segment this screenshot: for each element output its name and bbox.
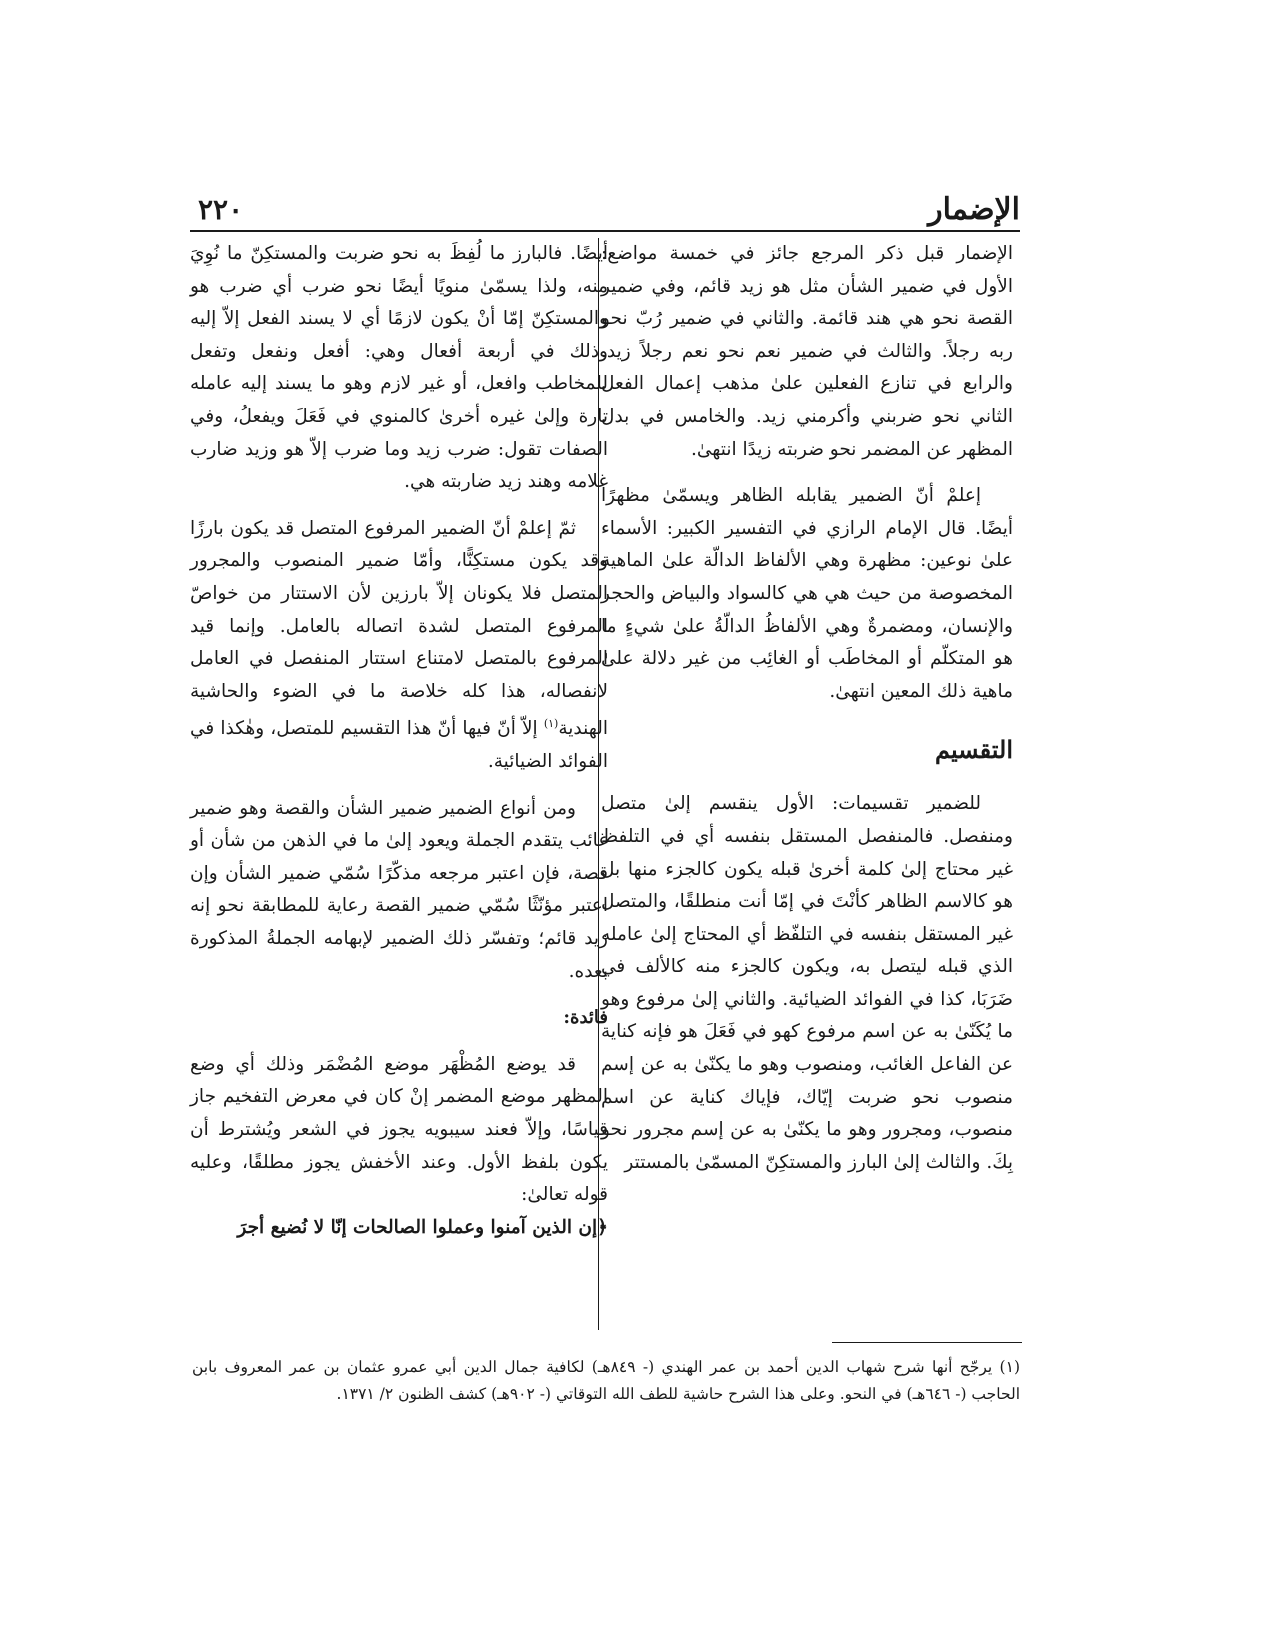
header-rule	[190, 230, 1020, 232]
footnote-reference: (١)	[543, 717, 559, 731]
running-head	[190, 188, 1020, 234]
paragraph-text: ثمّ إعلمْ أنّ الضمير المرفوع المتصل قد يكون بارزًا وقد يكون مستكِنًّا، وأمّا ضمير المنصوب والمجرور المتصل فلا يكونان إلاّ بارزين لأن الاستتار من خواصّ المرفوع المتصل لشدة اتصاله بالعامل. وإنما قيد المرفوع بالمتصل لامتناع استتار المنفصل في العامل لانفصاله، هذا كله خلاصة ما في الضوء والحاشية الهندية	[190, 517, 608, 740]
footnote-text: (١) يرجّح أنها شرح شهاب الدين أحمد بن عمر الهندي (- ٨٤٩هـ) لكافية جمال الدين أبي عمرو عثمان بن عمر المعروف بابن الحاجب (- ٦٤٦هـ) في النحو. وعلى هذا الشرح حاشية للطف الله التوقاتي (- ٩٠٢هـ) كشف الظنون ٢/ ١٣٧١.	[192, 1358, 1020, 1403]
faida-label: فائدة:	[563, 1007, 608, 1029]
paragraph-text: قد يوضع المُظْهَر موضع المُضْمَر وذلك أي وضع المظهر موضع المضمر إنْ كان في معرض التفخيم جاز قياسًا، وإلاّ فعند سيبويه يجوز في الشعر ويُشترط أن يكون بلفظ الأول. وعند الأخفش يجوز مطلقًا، وعليه قوله تعالىٰ:	[190, 1053, 608, 1206]
paragraph-marfu-muttasil	[190, 513, 608, 779]
footnote	[192, 1354, 1020, 1408]
right-column	[601, 238, 1013, 1179]
paragraph-idmar-positions: الإضمار قبل ذكر المرجع جائز في خمسة مواضع: الأول في ضمير الشأن مثل هو زيد قائم، وفي ضمير القصة نحو هي هند قائمة. والثاني في ضمير رُبّ نحو ربه رجلاً. والثالث في ضمير نعم نحو نعم رجلاً زيد. والرابع في تنازع الفعلين علىٰ مذهب إعمال الفعل الثاني نحو ضربني وأكرمني زيد. والخامس في بدل المظهر عن المضمر نحو ضربته زيدًا انتهىٰ.	[601, 243, 1013, 460]
paragraph-zahir-mudmar: إعلمْ أنّ الضمير يقابله الظاهر ويسمّىٰ مظهرًا أيضًا. قال الإمام الرازي في التفسير الكبير: الأسماء علىٰ نوعين: مظهرة وهي الألفاظ الدالّة علىٰ الماهية المخصوصة من حيث هي هي كالسواد والبياض والحجر والإنسان، ومضمرةٌ وهي الألفاظُ الدالّةُ علىٰ شيءٍ ما هو المتكلّم أو المخاطَب أو الغائِب من غير دلالة علىٰ ماهية ذلك المعين انتهىٰ.	[601, 485, 1013, 702]
footnote-rule	[832, 1342, 1022, 1343]
left-column	[190, 238, 608, 1244]
paragraph-shan-qissa: ومن أنواع الضمير ضمير الشأن والقصة وهو ضمير غائب يتقدم الجملة ويعود إلىٰ ما في الذهن من شأن أو قصة، فإن اعتبر مرجعه مذكّرًا سُمّي ضمير الشأن وإن اعتبر مؤنّثًا سُمّي ضمير القصة رعاية للمطابقة نحو إنه زيد قائم؛ وتفسّر ذلك الضمير لإبهامه الجملةُ المذكورة بعده.	[190, 797, 608, 982]
paragraph-text: إلاّ أنّ فيها أنّ هذا التقسيم للمتصل، وهٰكذا في الفوائد الضيائية.	[190, 718, 608, 773]
page-number: ٢٢٠	[198, 193, 244, 226]
paragraph-bariz-mustakin: أيضًا. فالبارز ما لُفِظَ به نحو ضربت والمستكِنّ ما نُوِيَ منه، ولذا يسمّىٰ منويًا أيضًا نحو ضرب أي ضرب هو والمستكِنّ إمّا أنْ يكون لازمًا أي لا يسند الفعل إلاّ إليه وذلك في أربعة أفعال وهي: أفعل ونفعل وتفعل للمخاطب وافعل، أو غير لازم وهو ما يسند إليه عامله تارة وإلىٰ غيره أخرىٰ كالمنوي في فَعَلَ ويفعلُ، وفي الصفات تقول: ضرب زيد وما ضرب إلاّ هو وزيد ضارب غلامه وهند زيد ضاربته هي.	[190, 243, 608, 493]
paragraph-taqsim: للضمير تقسيمات: الأول ينقسم إلىٰ متصل ومنفصل. فالمنفصل المستقل بنفسه أي في التلفظ غير محتاج إلىٰ كلمة أخرىٰ قبله يكون كالجزء منها بل هو كالاسم الظاهر كأنْتَ في إمّا أنت منطلقًا، والمتصل غير المستقل بنفسه في التلفّظ أي المحتاج إلىٰ عامله الذي قبله ليتصل به، ويكون كالجزء منه كالألف في ضَرَبَا، كذا في الفوائد الضيائية. والثاني إلىٰ مرفوع وهو ما يُكَنّىٰ به عن اسم مرفوع كهو في فَعَلَ هو فإنه كناية عن الفاعل الغائب، ومنصوب وهو ما يكنّىٰ به عن إسم منصوب نحو ضربت إيّاك، فإياك كناية عن اسم منصوب، ومجرور وهو ما يكنّىٰ به عن إسم مجرور نحو بِكَ. والثالث إلىٰ البارز والمستكِنّ المسمّىٰ بالمستتر	[601, 793, 1013, 1173]
running-title: الإضمار	[928, 192, 1020, 227]
section-heading: التقسيم	[935, 735, 1013, 765]
paragraph-faida	[190, 1049, 608, 1245]
quran-verse: ﴿إن الذين آمنوا وعملوا الصالحات إنّا لا نُضيع أجرَ	[237, 1216, 608, 1238]
